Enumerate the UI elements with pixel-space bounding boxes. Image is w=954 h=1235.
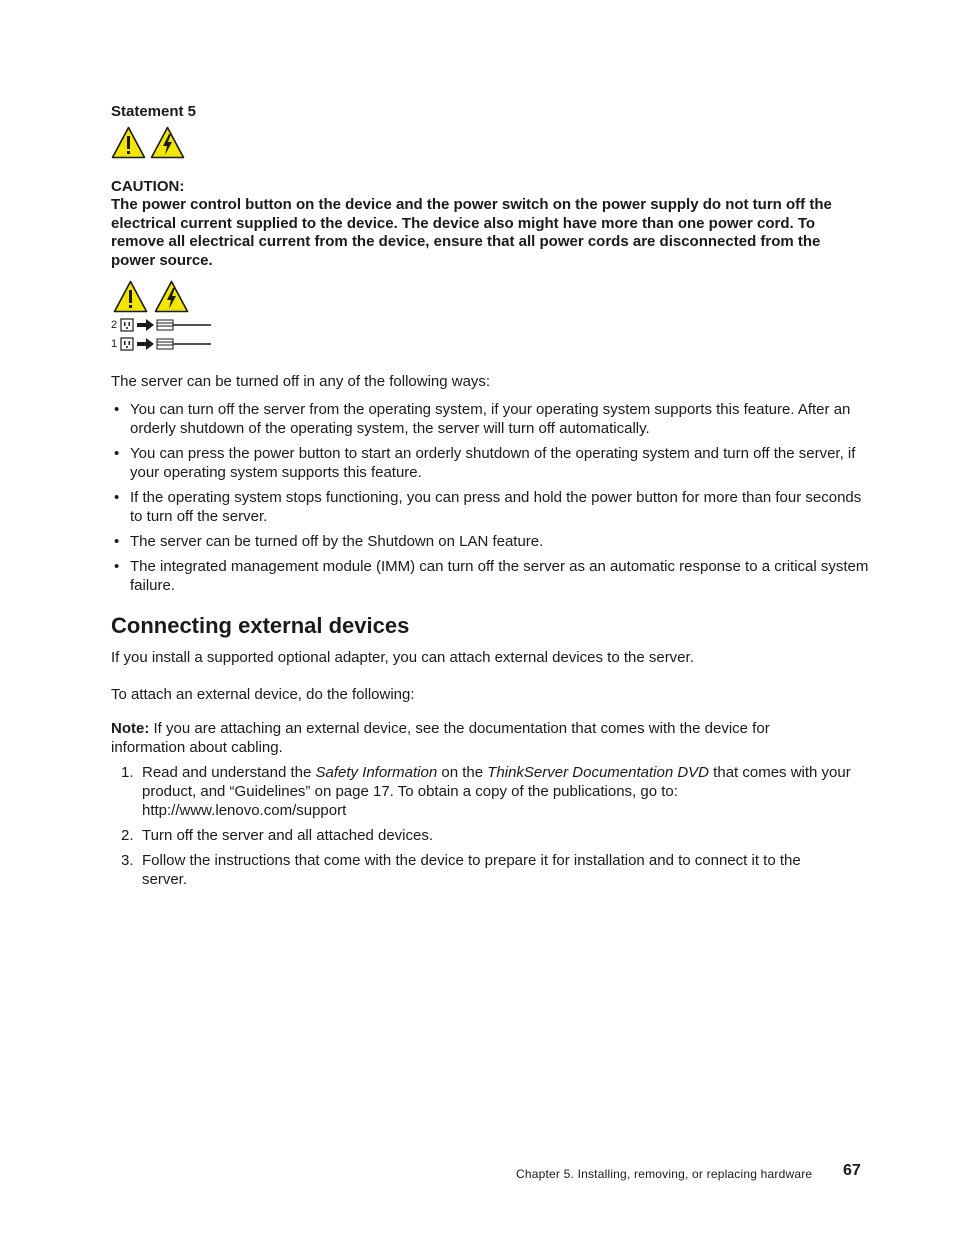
list-item-text: If the operating system stops functioning, you can press and hold the power button for more than four seconds to turn off the server. bbox=[130, 489, 862, 525]
warning-exclamation-icon bbox=[111, 126, 146, 159]
list-item bbox=[111, 557, 871, 595]
caution-label: CAUTION: bbox=[111, 178, 185, 195]
bullet: • bbox=[114, 489, 120, 506]
section-heading: Connecting external devices bbox=[111, 613, 410, 638]
list-item-text: You can turn off the server from the operating system, if your operating system supports this feature. After an orderly shutdown of the operating system, the server will turn off automatically. bbox=[130, 401, 851, 437]
power-cord-row-1 bbox=[111, 336, 214, 352]
hazard-icons-row-2 bbox=[113, 280, 189, 313]
list-item bbox=[111, 488, 871, 526]
hazard-icons-row bbox=[111, 126, 185, 159]
section-paragraph-2: To attach an external device, do the following: bbox=[111, 686, 415, 703]
list-item-text: The integrated management module (IMM) can turn off the server as an automatic response to a critical system failure. bbox=[130, 558, 869, 594]
step-number: 2. bbox=[121, 827, 134, 844]
shutdown-intro: The server can be turned off in any of the following ways: bbox=[111, 373, 491, 390]
electrical-hazard-icon bbox=[154, 280, 189, 313]
step-item bbox=[111, 763, 861, 820]
power-cord-disconnect-icon bbox=[119, 317, 214, 333]
step-item bbox=[111, 826, 861, 845]
list-item bbox=[111, 532, 871, 551]
statement-title: Statement 5 bbox=[111, 103, 197, 120]
step-number: 1. bbox=[121, 764, 134, 781]
power-cord-row-2 bbox=[111, 317, 214, 333]
bullet: • bbox=[114, 445, 120, 462]
warning-exclamation-icon bbox=[113, 280, 148, 313]
power-cord-number: 1 bbox=[111, 337, 118, 350]
list-item-text: The server can be turned off by the Shutdown on LAN feature. bbox=[130, 533, 544, 550]
note-text: If you are attaching an external device, see the documentation that comes with the device for information about cabling. bbox=[111, 720, 770, 756]
power-cord-number: 2 bbox=[111, 318, 118, 331]
step-number: 3. bbox=[121, 852, 134, 869]
note-label: Note: bbox=[111, 720, 150, 737]
power-cord-disconnect-icon bbox=[119, 336, 214, 352]
step-text: Follow the instructions that come with the device to prepare it for installation and to connect it to the server. bbox=[142, 852, 801, 888]
step-text: Turn off the server and all attached devices. bbox=[142, 827, 433, 844]
electrical-hazard-icon bbox=[150, 126, 185, 159]
footer-chapter: Chapter 5. Installing, removing, or replacing hardware bbox=[516, 1167, 813, 1181]
caution-text: The power control button on the device and the power switch on the power supply do not turn off the electrical current supplied to the device. The device also might have more than one power cord. To remove all electrical current from the device, ensure that all power cords are disconnected from the power source. bbox=[111, 196, 832, 269]
bullet: • bbox=[114, 401, 120, 418]
doc-title-safety: Safety Information bbox=[315, 764, 438, 781]
list-item bbox=[111, 400, 871, 438]
note bbox=[111, 719, 831, 757]
list-item bbox=[111, 444, 871, 482]
list-item-text: You can press the power button to start an orderly shutdown of the operating system and turn off the server, if your operating system supports this feature. bbox=[130, 445, 856, 481]
shutdown-list bbox=[111, 400, 871, 601]
bullet: • bbox=[114, 558, 120, 575]
step-text: on the bbox=[437, 764, 488, 781]
step-item bbox=[111, 851, 832, 889]
page-number: 67 bbox=[843, 1162, 861, 1179]
step-text: Read and understand the bbox=[142, 764, 316, 781]
bullet: • bbox=[114, 533, 120, 550]
doc-title-dvd: ThinkServer Documentation DVD bbox=[487, 764, 710, 781]
step-text: that comes with your product, and “Guidelines” on page 17. To obtain a copy of the publications, go to: bbox=[142, 764, 851, 800]
section-paragraph: If you install a supported optional adapter, you can attach external devices to the server. bbox=[111, 649, 694, 666]
steps-list bbox=[111, 763, 861, 895]
support-link[interactable]: http://www.lenovo.com/support bbox=[142, 802, 347, 819]
